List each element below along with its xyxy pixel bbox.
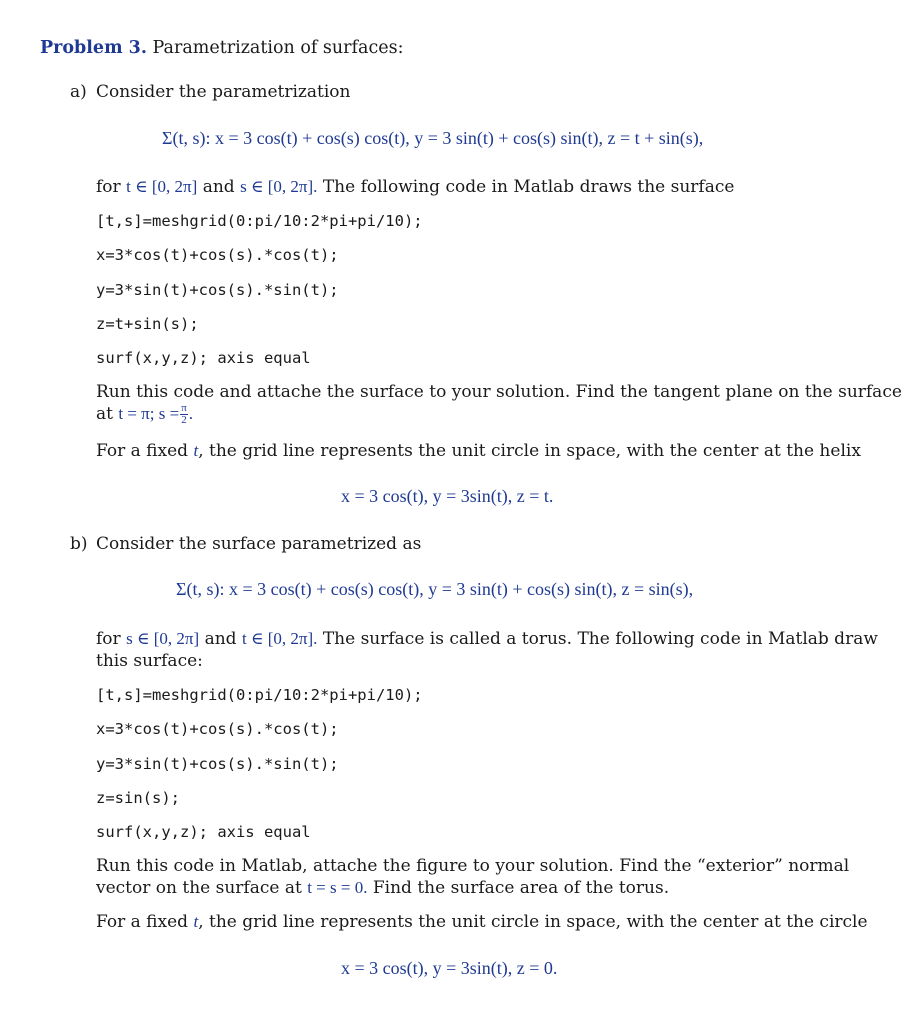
part-b-range-prefix: for [96,629,121,649]
part-a-run-math: t = π; s = [118,404,180,423]
part-a-range-t: t ∈ [0, 2π] [126,177,198,196]
code-line: y=3*sin(t)+cos(s).*sin(t); [96,281,339,299]
part-a-range-suffix: The following code in Matlab draws the surface [322,177,735,197]
part-b-label: b) [70,534,88,554]
helix-equation: x = 3 cos(t), y = 3sin(t), z = t. [341,486,554,506]
part-a-range-line [96,176,734,198]
fraction-denominator: 2 [181,414,187,426]
part-b-range-and: and [204,629,237,649]
pi-over-2-fraction [180,403,188,426]
code-line: [t,s]=meshgrid(0:pi/10:2*pi+pi/10); [96,686,423,704]
code-line: z=sin(s); [96,789,180,807]
part-a-label: a) [70,82,87,102]
part-b-range-line [96,628,878,650]
part-b-run-math: t = s = 0. [307,878,368,897]
part-a-run-line2: at t = π; s = $\frac{\pi}{2}$ . [96,402,194,426]
part-a-range-and: and [202,177,235,197]
part-b-fixed-prefix: For a fixed [96,912,189,932]
circle-equation: x = 3 cos(t), y = 3sin(t), z = 0. [341,958,558,978]
part-a-run-line1: Run this code and attache the surface to your solution. Find the tangent plane on the surface [96,382,902,402]
part-a-fixed-prefix: For a fixed [96,441,189,461]
part-b-range-s: s ∈ [0, 2π] [126,629,200,648]
part-b-range-t: t ∈ [0, 2π]. [241,629,318,648]
part-b-run-line2 [96,877,669,899]
code-line: z=t+sin(s); [96,315,199,333]
part-a-fixed-suffix: , the grid line represents the unit circle in space, with the center at the helix [198,441,861,461]
part-a-display-equation: Σ(t, s): x = 3 cos(t) + cos(s) cos(t), y = 3 sin(t) + cos(s) sin(t), z = t + sin(s), [162,128,704,148]
code-line: surf(x,y,z); axis equal [96,823,311,841]
part-a-run-prefix: at [96,404,113,424]
part-b-run-suffix: Find the surface area of the torus. [372,878,670,898]
part-b-fixed-var: t [193,912,199,931]
part-b-fixed-suffix: , the grid line represents the unit circle in space, with the center at the circle [198,912,868,932]
part-b-fixed-line [96,911,868,933]
part-a-range-s: s ∈ [0, 2π]. [240,177,318,196]
part-b-display-equation: Σ(t, s): x = 3 cos(t) + cos(s) cos(t), y = 3 sin(t) + cos(s) sin(t), z = sin(s), [176,579,694,599]
problem-number: Problem 3. [40,38,147,58]
problem-title: Parametrization of surfaces: [152,38,404,58]
code-line: [t,s]=meshgrid(0:pi/10:2*pi+pi/10); [96,212,423,230]
part-b-run-prefix: vector on the surface at [96,878,302,898]
part-b-range-line2: this surface: [96,651,203,671]
part-b-intro: Consider the surface parametrized as [96,534,422,554]
problem-heading [40,38,404,58]
code-line: surf(x,y,z); axis equal [96,349,311,367]
part-a-fixed-line [96,440,861,462]
code-line: y=3*sin(t)+cos(s).*sin(t); [96,755,339,773]
part-b-range-suffix: The surface is called a torus. The following code in Matlab draw [322,629,878,649]
part-a-range-prefix: for [96,177,121,197]
part-a-fixed-var: t [193,441,199,460]
fraction-numerator: π [181,402,187,414]
code-line: x=3*cos(t)+cos(s).*cos(t); [96,246,339,264]
part-b-run-line1: Run this code in Matlab, attache the figure to your solution. Find the “exterior” normal [96,856,850,876]
code-line: x=3*cos(t)+cos(s).*cos(t); [96,720,339,738]
part-a-intro: Consider the parametrization [96,82,351,102]
